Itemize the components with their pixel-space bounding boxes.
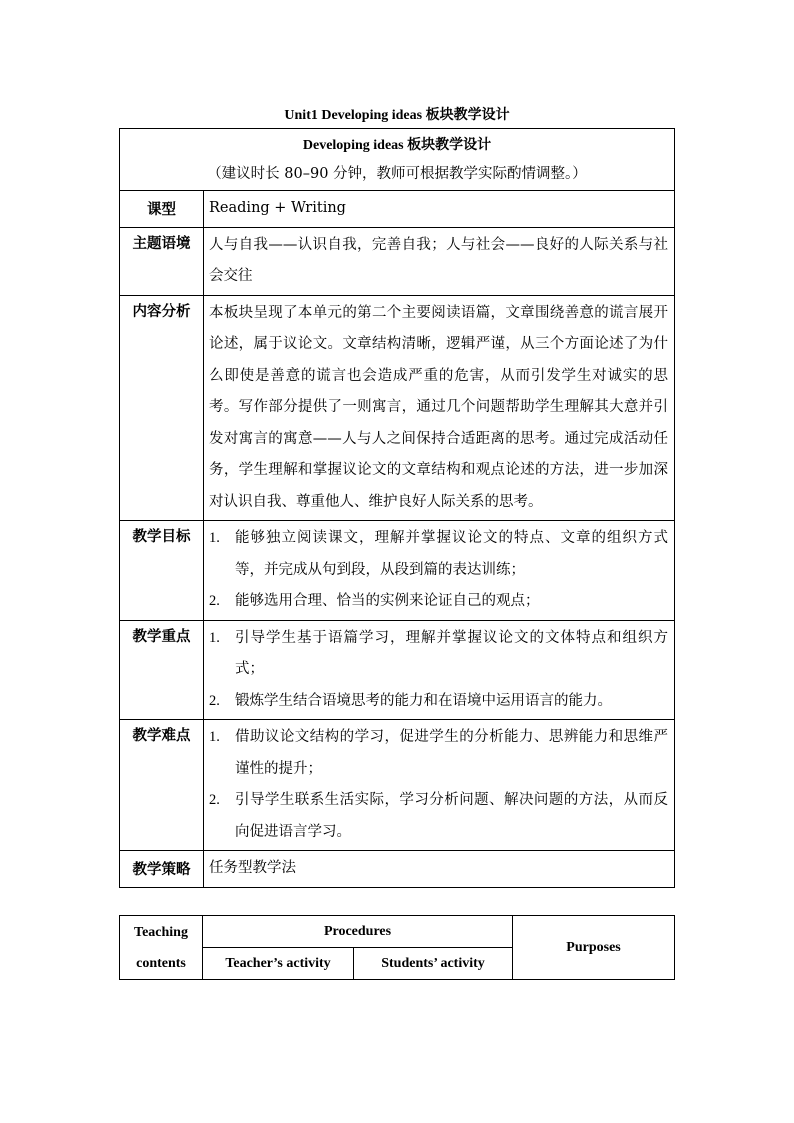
row-value-strategy: 任务型教学法 bbox=[204, 851, 675, 888]
list-item-number: 2. bbox=[209, 593, 220, 609]
table-row bbox=[120, 620, 675, 720]
table-header-row bbox=[120, 129, 675, 191]
list-item bbox=[209, 523, 668, 586]
procedures-header: Procedures bbox=[203, 916, 513, 948]
row-value-theme-context: 人与自我——认识自我，完善自我；人与社会——良好的人际关系与社会交往 bbox=[204, 227, 675, 295]
key-points-list bbox=[209, 623, 668, 718]
difficulties-list bbox=[209, 722, 668, 848]
teaching-contents-header bbox=[120, 916, 203, 980]
objectives-list bbox=[209, 523, 668, 618]
table-header-title: Developing ideas 板块教学设计 bbox=[302, 137, 492, 153]
list-item bbox=[209, 586, 668, 618]
row-label-teaching-objectives: 教学目标 bbox=[120, 521, 204, 621]
list-item-text: 引导学生基于语篇学习，理解并掌握议论文的文体特点和组织方式； bbox=[235, 629, 668, 677]
list-item-number: 1. bbox=[209, 629, 220, 646]
list-item-number: 1. bbox=[209, 729, 220, 745]
list-item-number: 1. bbox=[209, 530, 220, 546]
procedures-table bbox=[119, 915, 675, 980]
list-item bbox=[209, 785, 668, 848]
table-header-cell bbox=[120, 129, 675, 191]
row-label-difficulties: 教学难点 bbox=[120, 720, 204, 851]
list-item bbox=[209, 623, 668, 686]
teaching-contents-line1: Teaching bbox=[134, 924, 188, 940]
list-item-number: 2. bbox=[209, 692, 220, 709]
list-item bbox=[209, 722, 668, 785]
table-header-note: （建议时长 80–90 分钟，教师可根据教学实际酌情调整。） bbox=[207, 165, 587, 182]
list-item-text: 引导学生联系生活实际，学习分析问题、解决问题的方法，从而反向促进语言学习。 bbox=[235, 792, 668, 840]
table-row bbox=[120, 295, 675, 521]
row-value-key-points bbox=[204, 620, 675, 720]
procedures-header-row-1 bbox=[120, 916, 675, 948]
table-row bbox=[120, 851, 675, 888]
teaching-contents-line2: contents bbox=[136, 955, 186, 971]
row-label-lesson-type: 课型 bbox=[120, 191, 204, 228]
list-item-number: 2. bbox=[209, 792, 220, 808]
table-row bbox=[120, 521, 675, 621]
students-activity-header: Students’ activity bbox=[354, 948, 513, 980]
document-title: Unit1 Developing ideas 板块教学设计 bbox=[284, 108, 510, 123]
list-item bbox=[209, 686, 668, 718]
table-row bbox=[120, 227, 675, 295]
list-item-text: 借助议论文结构的学习，促进学生的分析能力、思辨能力和思维严谨性的提升； bbox=[235, 729, 668, 777]
table-row bbox=[120, 720, 675, 851]
row-value-content-analysis: 本板块呈现了本单元的第二个主要阅读语篇，文章围绕善意的谎言展开论述，属于议论文。文章结构清晰，逻辑严谨，从三个方面论述了为什么即使是善意的谎言也会造成严重的危害，从而引发学生对诚实的思考。写作部分提供了一则寓言，通过几个问题帮助学生理解其大意并引发对寓言的寓意——人与人之间保持合适距离的思考。通过完成活动任务，学生理解和掌握议论文的文章结构和观点论述的方法，进一步加深对认识自我、尊重他人、维护良好人际关系的思考。 bbox=[204, 295, 675, 521]
row-label-key-points: 教学重点 bbox=[120, 620, 204, 720]
row-value-difficulties bbox=[204, 720, 675, 851]
list-item-text: 锻炼学生结合语境思考的能力和在语境中运用语言的能力。 bbox=[235, 692, 612, 709]
teacher-activity-header: Teacher’s activity bbox=[203, 948, 354, 980]
list-item-text: 能够独立阅读课文，理解并掌握议论文的特点、文章的组织方式等，并完成从句到段，从段到篇的表达训练； bbox=[235, 530, 668, 578]
purposes-header: Purposes bbox=[513, 916, 675, 980]
table-row bbox=[120, 191, 675, 228]
lesson-plan-table bbox=[119, 128, 675, 888]
row-label-strategy: 教学策略 bbox=[120, 851, 204, 888]
row-label-content-analysis: 内容分析 bbox=[120, 295, 204, 521]
row-value-teaching-objectives bbox=[204, 521, 675, 621]
row-label-theme-context: 主题语境 bbox=[120, 227, 204, 295]
list-item-text: 能够选用合理、恰当的实例来论证自己的观点； bbox=[235, 593, 540, 609]
row-value-lesson-type: Reading + Writing bbox=[204, 191, 675, 228]
